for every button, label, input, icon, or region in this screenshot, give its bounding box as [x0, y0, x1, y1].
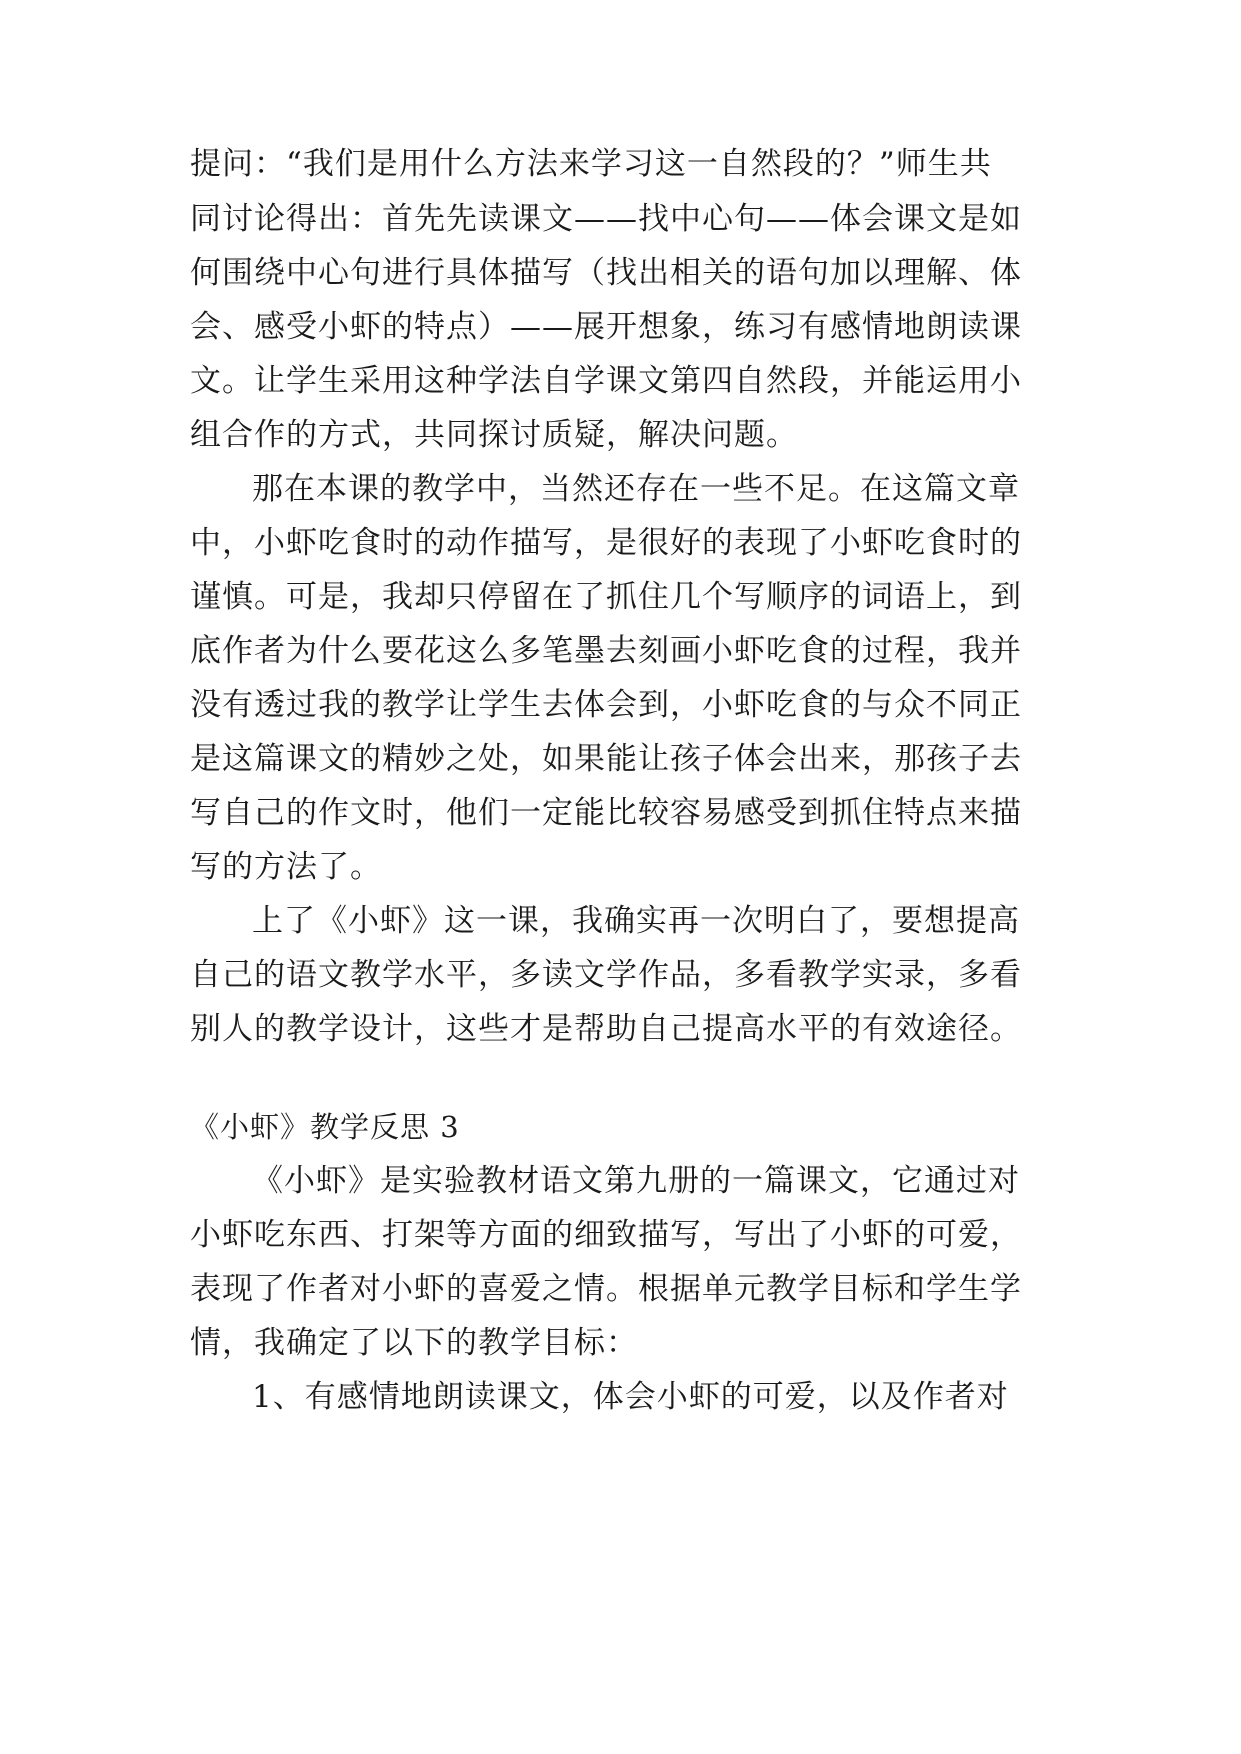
paragraph-line: 是这篇课文的精妙之处，如果能让孩子体会出来，那孩子去 [190, 741, 1022, 777]
paragraph-line: 1、有感情地朗读课文，体会小虾的可爱，以及作者对 [252, 1379, 1009, 1415]
paragraph-line: 会、感受小虾的特点）——展开想象，练习有感情地朗读课 [190, 309, 1022, 345]
paragraph-line: 谨慎。可是，我却只停留在了抓住几个写顺序的词语上，到 [190, 579, 1022, 615]
paragraph-line: 别人的教学设计，这些才是帮助自己提高水平的有效途径。 [190, 1011, 1022, 1047]
paragraph-line: 组合作的方式，共同探讨质疑，解决问题。 [190, 417, 798, 453]
paragraph-line: 自己的语文教学水平，多读文学作品，多看教学实录，多看 [190, 957, 1022, 993]
paragraph-line: 那在本课的教学中，当然还存在一些不足。在这篇文章 [252, 471, 1020, 507]
paragraph-line: 小虾吃东西、打架等方面的细致描写，写出了小虾的可爱， [190, 1217, 1022, 1253]
paragraph-line: 没有透过我的教学让学生去体会到，小虾吃食的与众不同正 [190, 687, 1022, 723]
paragraph-line: 中，小虾吃食时的动作描写，是很好的表现了小虾吃食时的 [190, 525, 1022, 561]
paragraph-line: 何围绕中心句进行具体描写（找出相关的语句加以理解、体 [190, 255, 1022, 291]
paragraph-line: 底作者为什么要花这么多笔墨去刻画小虾吃食的过程，我并 [190, 633, 1022, 669]
paragraph-line: 同讨论得出：首先先读课文——找中心句——体会课文是如 [190, 201, 1022, 237]
paragraph-line: 表现了作者对小虾的喜爱之情。根据单元教学目标和学生学 [190, 1271, 1022, 1307]
paragraph-line: 上了《小虾》这一课，我确实再一次明白了，要想提高 [252, 903, 1020, 939]
paragraph-line: 情，我确定了以下的教学目标： [190, 1325, 638, 1361]
paragraph-line: 提问：“我们是用什么方法来学习这一自然段的？”师生共 [190, 146, 992, 182]
paragraph-line: 文。让学生采用这种学法自学课文第四自然段，并能运用小 [190, 363, 1022, 399]
paragraph-line: 写自己的作文时，他们一定能比较容易感受到抓住特点来描 [190, 795, 1022, 831]
paragraph-line: 写的方法了。 [190, 849, 382, 885]
section-heading: 《小虾》教学反思 3 [190, 1110, 460, 1144]
paragraph-line: 《小虾》是实验教材语文第九册的一篇课文，它通过对 [252, 1163, 1020, 1199]
